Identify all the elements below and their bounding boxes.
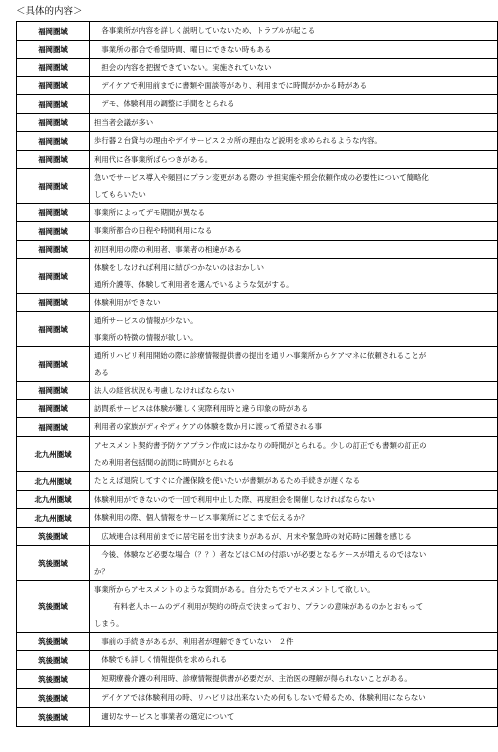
region-cell: 福岡圏域 [17,241,90,259]
content-cell [90,151,498,169]
content-line: 体験利用ができないので一回で利用中止した際、再度担会を開催しなければならない [94,495,375,504]
table-row [17,528,498,546]
region-cell: 福岡圏域 [17,77,90,95]
content-line: 通所介護等、体験して利用者を選んでいるような気がする。 [94,280,294,289]
table-row [17,77,498,95]
table-row [17,437,498,472]
region-cell: 筑後圏域 [17,670,90,689]
content-line: 通所サービスの情報が少ない。 [94,316,198,325]
region-cell: 福岡圏域 [17,418,90,437]
content-cell [90,22,498,41]
content-table-body [17,22,498,727]
content-line: 広域連合は利用前までに居宅届を出す決まりがあるが、月末や緊急時の対応時に困難を感じる [94,532,412,541]
table-row [17,708,498,727]
content-cell [90,294,498,312]
content-line: 通所リハビリ利用開始の際に診療情報提供書の提出を通リハ事業所からケアマネに依頼されることが [94,351,427,360]
content-cell [90,169,498,204]
content-line: ため利用者包括間の訪問に時間がとられる [94,458,235,467]
table-row [17,132,498,151]
region-cell: 福岡圏域 [17,259,90,294]
content-line: しまう。 [94,619,124,628]
table-row [17,509,498,528]
content-cell [90,259,498,294]
region-cell: 福岡圏域 [17,151,90,169]
region-cell: 福岡圏域 [17,312,90,347]
content-line: 事業所の特徴の情報が欲しい。 [94,333,198,342]
content-cell [90,382,498,400]
region-cell: 福岡圏域 [17,382,90,400]
content-cell [90,528,498,546]
content-cell [90,437,498,472]
region-cell: 福岡圏域 [17,400,90,418]
content-line: してもらいたい [94,190,146,199]
content-line: 事業所の都合で希望時間、曜日にできない時もある [94,45,272,54]
table-row [17,204,498,222]
content-cell [90,312,498,347]
content-cell [90,59,498,77]
content-line: 適切なサービスと事業者の選定について [94,712,235,721]
content-line: 事業所によってデモ期間が異なる [94,208,205,217]
content-line: 利用代に各事業所ばらつきがある。 [94,155,213,164]
table-row [17,169,498,204]
table-row [17,347,498,382]
content-line: たとえば退院してすぐに介護保険を使いたいが書類があるため手続きが遅くなる [94,476,361,485]
region-cell: 福岡圏域 [17,347,90,382]
content-cell [90,241,498,259]
region-cell: 北九州圏域 [17,491,90,509]
content-line: か？ [94,567,109,576]
content-line: 事業所都合の日程や時間利用になる [94,226,213,235]
table-row [17,400,498,418]
region-cell: 福岡圏域 [17,59,90,77]
table-row [17,382,498,400]
region-cell: 福岡圏域 [17,41,90,59]
table-row [17,581,498,633]
content-line: 体験でも詳しく情報提供を求められる [94,655,228,664]
content-cell [90,633,498,651]
content-cell [90,400,498,418]
table-row [17,546,498,581]
content-line: 法人の経営状況も考慮しなければならない [94,386,235,395]
region-cell: 福岡圏域 [17,169,90,204]
section-heading: ＜具体的内容＞ [16,6,83,17]
region-cell: 福岡圏域 [17,95,90,114]
table-row [17,59,498,77]
content-line: 体験をしなければ利用に結びつかないのはおかしい [94,263,264,272]
region-cell: 筑後圏域 [17,708,90,727]
table-row [17,95,498,114]
content-cell [90,204,498,222]
content-line: 事業所からアセスメントのような質問がある。自分たちでアセスメントして欲しい。 [94,585,375,594]
content-cell [90,347,498,382]
table-row [17,651,498,670]
content-line: ある [94,368,109,377]
table-row [17,670,498,689]
table-row [17,472,498,491]
region-cell: 北九州圏域 [17,472,90,491]
content-cell [90,708,498,727]
table-row [17,491,498,509]
content-table [16,21,498,727]
table-row [17,41,498,59]
content-line: 担当者会議が多い [94,118,154,127]
region-cell: 北九州圏域 [17,509,90,528]
content-cell [90,41,498,59]
content-cell [90,132,498,151]
content-line: 初回利用の際の利用者、事業者の相違がある [94,245,242,254]
region-cell: 福岡圏域 [17,204,90,222]
region-cell: 北九州圏域 [17,437,90,472]
region-cell: 筑後圏域 [17,581,90,633]
content-line: 各事業所が内容を詳しく説明していないため、トラブルが起こる [94,26,316,35]
content-line: 今後、体験など必要な場合（？？）者などはＣＭの付添いが必要となるケースが増えるのではない [94,550,427,559]
region-cell: 筑後圏域 [17,633,90,651]
region-cell: 福岡圏域 [17,114,90,132]
table-row [17,259,498,294]
content-line: 体験利用ができない [94,298,161,307]
content-cell [90,114,498,132]
content-line: 歩行器２台貸与の理由やデイサービス２カ所の理由など説明を求められるような内容。 [94,136,382,145]
region-cell: 福岡圏域 [17,222,90,241]
table-row [17,312,498,347]
table-row [17,151,498,169]
region-cell: 筑後圏域 [17,689,90,708]
content-cell [90,95,498,114]
content-line: 急いでサービス導入や頻回にプラン変更がある際の サ担実施や照会依頼作成の必要性について簡略化 [94,173,429,182]
content-line: 利用者の家族がディやディケアの体験を数か月に渡って希望される事 [94,422,322,431]
content-cell [90,651,498,670]
content-cell [90,77,498,95]
content-cell [90,670,498,689]
content-cell [90,546,498,581]
table-row [17,222,498,241]
content-line: 訪問系サービスは体験が難しく実際利用時と違う印象の時がある [94,404,309,413]
content-cell [90,509,498,528]
table-row [17,633,498,651]
region-cell: 筑後圏域 [17,651,90,670]
content-cell [90,472,498,491]
table-row [17,114,498,132]
content-line: 短期療養介護の利用時、診療情報提供書が必要だが、主治医の理解が得られないことがある。 [94,674,412,683]
content-line: 事前の手続きがあるが、利用者が理解できていない ２件 [94,637,294,646]
region-cell: 筑後圏域 [17,528,90,546]
content-cell [90,689,498,708]
content-line: アセスメント契約書予防ケアプラン作成にはかなりの時間がとられる。少しの訂正でも書類の訂正の [94,441,427,450]
content-cell [90,222,498,241]
content-line: デモ、体験利用の調整に手間をとられる [94,99,235,108]
region-cell: 福岡圏域 [17,294,90,312]
content-line: デイケアで利用前までに書類や面談等があり、利用までに時間がかかる時がある [94,81,368,90]
content-line: デイケアでは体験利用の時、リハビリは出来ないため何もしないで帰るため、体験利用にならない [94,693,426,702]
region-cell: 福岡圏域 [17,132,90,151]
region-cell: 筑後圏域 [17,546,90,581]
content-line: 体験利用の際、個人情報をサービス事業所にどこまで伝えるか？ [94,513,309,522]
content-cell [90,581,498,633]
content-cell [90,491,498,509]
content-line: 担会の内容を把握できていない。実施されていない [94,63,272,72]
table-row [17,22,498,41]
table-row [17,689,498,708]
region-cell: 福岡圏域 [17,22,90,41]
table-row [17,241,498,259]
table-row [17,418,498,437]
content-line: 有料老人ホームのデイ利用が契約の時点で決まっており、プランの意味があるのかとおもって [113,602,424,611]
table-row [17,294,498,312]
content-cell [90,418,498,437]
